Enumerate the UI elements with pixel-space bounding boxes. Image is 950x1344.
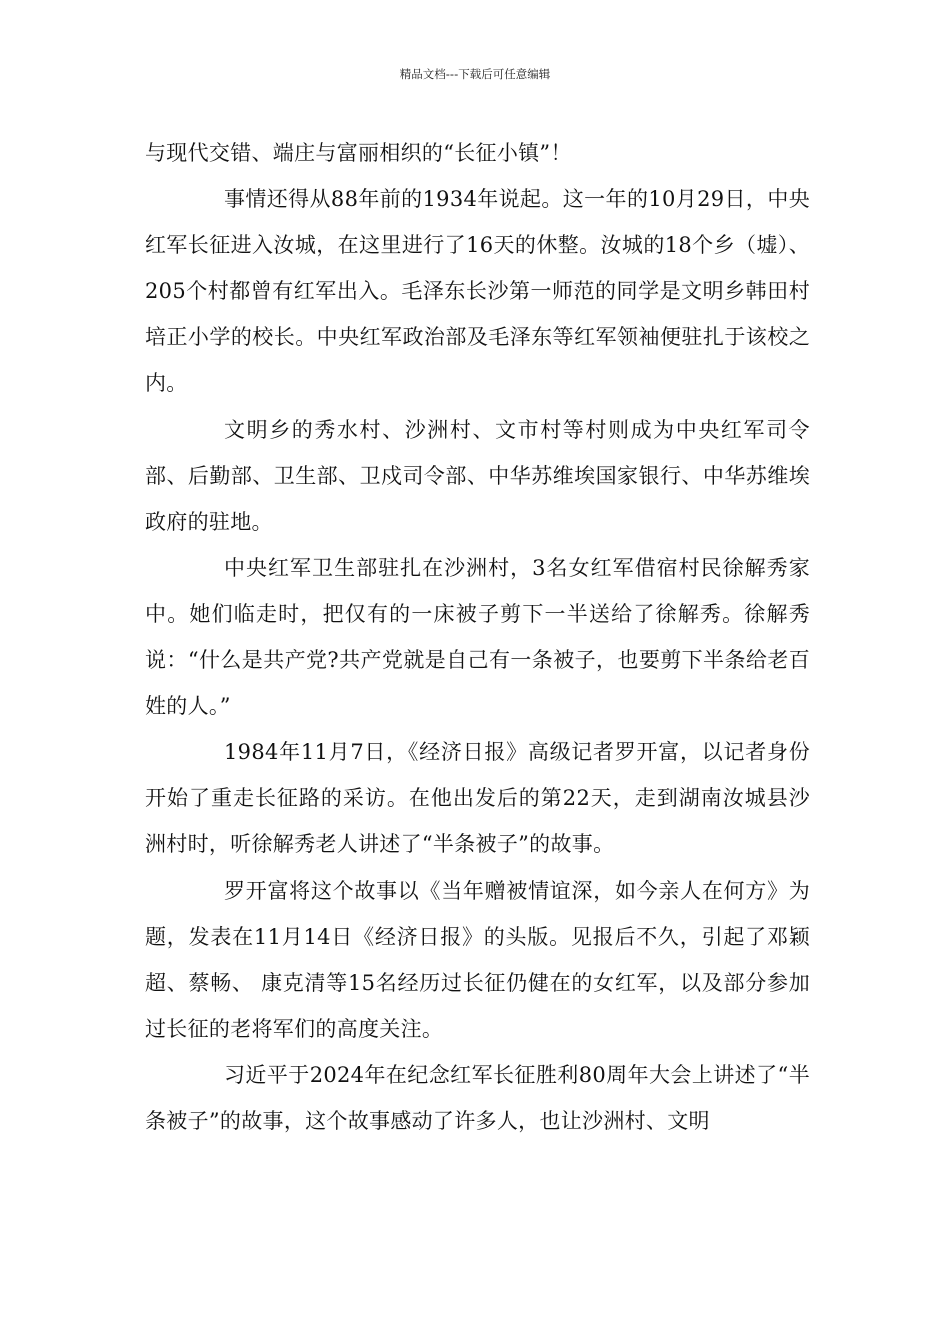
paragraph-reporter: 1984年11月7日，《经济日报》高级记者罗开富，以记者身份开始了重走长征路的采访。在他出发后的第22天，走到湖南汝城县沙洲村时，听徐解秀老人讲述了“半条被子”的故事。: [145, 740, 810, 857]
article-body: [145, 130, 810, 1144]
paragraph-continuation: 与现代交错、端庄与富丽相织的“长征小镇”！: [145, 141, 572, 165]
paragraph-1934-story: 事情还得从88年前的1934年说起。这一年的10月29日，中央红军长征进入汝城，在这里进行了16天的休整。汝城的18个乡（墟）、205个村都曾有红军出入。毛泽东长沙第一师范的同学是文明乡韩田村培正小学的校长。中央红军政治部及毛泽东等红军领袖便驻扎于该校之内。: [145, 187, 810, 396]
paragraph-speech: 习近平于2024年在纪念红军长征胜利80周年大会上讲述了“半条被子”的故事，这个故事感动了许多人，也让沙洲村、文明: [145, 1062, 810, 1133]
page-header: 精品文档---下载后可任意编辑: [399, 67, 551, 81]
paragraph-publication: 罗开富将这个故事以《当年赠被情谊深，如今亲人在何方》为题，发表在11月14日《经济日报》的头版。见报后不久，引起了邓颖超、蔡畅、 康克清等15名经历过长征仍健在的女红军，以及部分参加过长征的老将军们的高度关注。: [145, 878, 810, 1041]
paragraph-half-quilt: 中央红军卫生部驻扎在沙洲村，3名女红军借宿村民徐解秀家中。她们临走时，把仅有的一床被子剪下一半送给了徐解秀。徐解秀说：“什么是共产党?共产党就是自己有一条被子，也要剪下半条给老百姓的人。”: [145, 555, 810, 719]
paragraph-villages: 文明乡的秀水村、沙洲村、文市村等村则成为中央红军司令部、后勤部、卫生部、卫戍司令部、中华苏维埃国家银行、中华苏维埃政府的驻地。: [145, 417, 810, 534]
